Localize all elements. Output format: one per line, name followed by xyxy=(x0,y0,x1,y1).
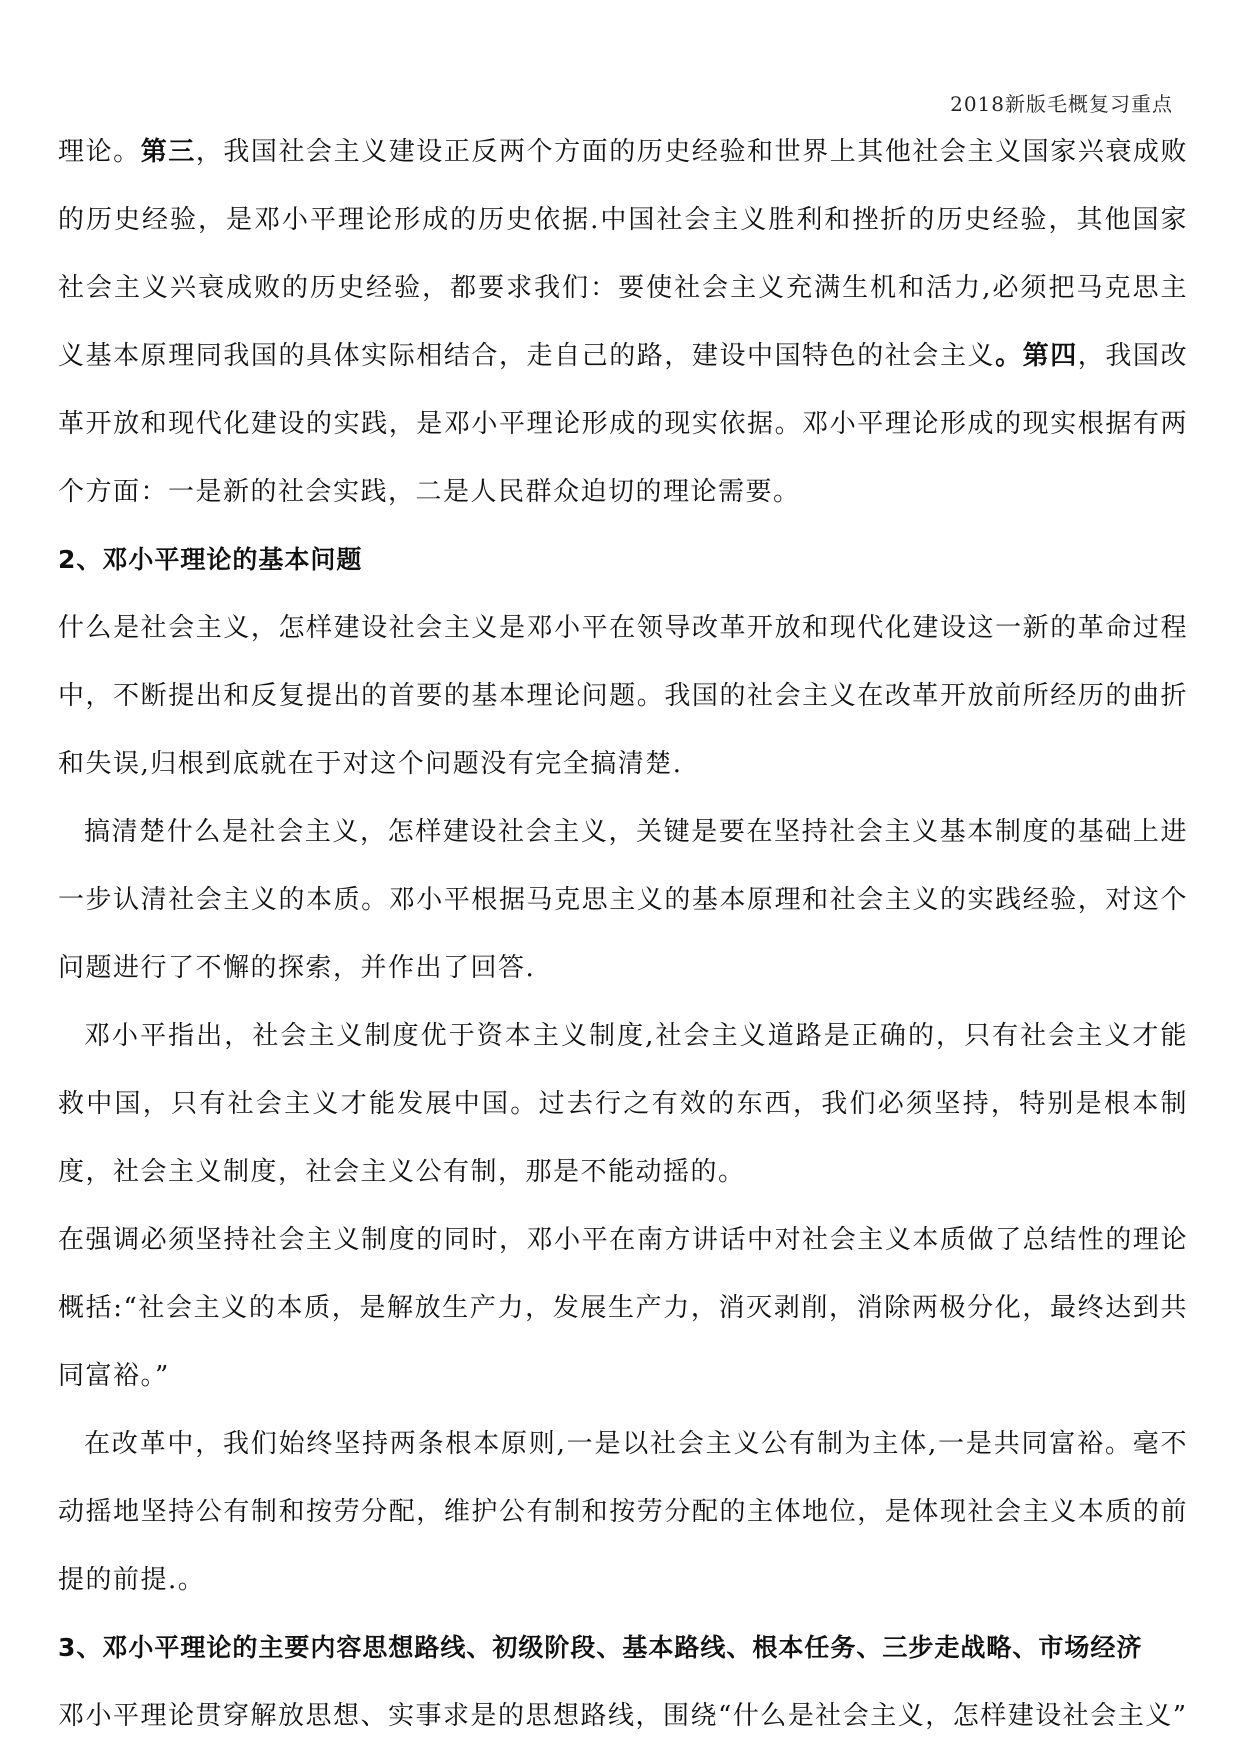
text-run: 邓小平指出，社会主义制度优于资本主义制度,社会主义道路是正确的，只有社会主义才能救中国，只有社会主义才能发展中国。过去行之有效的东西，我们必须坚持，特别是根本制度，社会主义制度，社会主义公有制，那是不能动摇的。 xyxy=(58,1021,1188,1187)
text-run: 邓小平理论贯穿解放思想、实事求是的思想路线，围绕“什么是社会主义，怎样建设社会主义” xyxy=(58,1701,1188,1731)
paragraph-essence-of-socialism xyxy=(58,798,1188,1002)
text-run: ，我国改革开放和现代化建设的实践，是邓小平理论形成的现实依据。邓小平理论形成的现实根据有两个方面：一是新的社会实践，二是人民群众迫切的理论需要。 xyxy=(58,341,1188,507)
paragraph-south-talk xyxy=(58,1206,1188,1410)
text-run: 理论。 xyxy=(58,137,141,167)
text-run: 什么是社会主义，怎样建设社会主义是邓小平在领导改革开放和现代化建设这一新的革命过程中，不断提出和反复提出的首要的基本理论问题。我国的社会主义在改革开放前所经历的曲折和失误,归根到底就在于对这个问题没有完全搞清楚. xyxy=(58,613,1188,779)
document-body xyxy=(58,118,1188,1750)
bold-run: 第三 xyxy=(140,137,196,167)
text-run: 在改革中，我们始终坚持两条根本原则,一是以社会主义公有制为主体,一是共同富裕。毫不动摇地坚持公有制和按劳分配，维护公有制和按劳分配的主体地位，是体现社会主义本质的前提的前提.。 xyxy=(58,1429,1188,1595)
section-heading-2: 2、邓小平理论的基本问题 xyxy=(58,545,363,574)
bold-run: 。第四 xyxy=(995,341,1078,371)
text-run: ，我国社会主义建设正反两个方面的历史经验和世界上其他社会主义国家兴衰成败的历史经验，是邓小平理论形成的历史依据.中国社会主义胜利和挫折的历史经验，其他国家社会主义兴衰成败的历史经验，都要求我们：要使社会主义充满生机和活力,必须把马克思主义基本原理同我国的具体实际相结合，走自己的路，建设中国特色的社会主义 xyxy=(58,137,1188,371)
text-run: 在强调必须坚持社会主义制度的同时，邓小平在南方讲话中对社会主义本质做了总结性的理论概括:“社会主义的本质，是解放生产力，发展生产力，消灭剥削，消除两极分化，最终达到共同富裕。” xyxy=(58,1225,1188,1391)
running-header: 2018新版毛概复习重点 xyxy=(950,92,1173,116)
text-run: 搞清楚什么是社会主义，怎样建设社会主义，关键是要在坚持社会主义基本制度的基础上进一步认清社会主义的本质。邓小平根据马克思主义的基本原理和社会主义的实践经验，对这个问题进行了不懈的探索，并作出了回答. xyxy=(58,817,1188,983)
paragraph-two-principles xyxy=(58,1410,1188,1614)
paragraph-ideological-line xyxy=(58,1682,1188,1750)
paragraph-socialist-system xyxy=(58,1002,1188,1206)
section-heading-3: 3、邓小平理论的主要内容思想路线、初级阶段、基本路线、根本任务、三步走战略、市场经济 xyxy=(58,1633,1143,1662)
paragraph-historical-basis xyxy=(58,118,1188,526)
paragraph-basic-question xyxy=(58,594,1188,798)
